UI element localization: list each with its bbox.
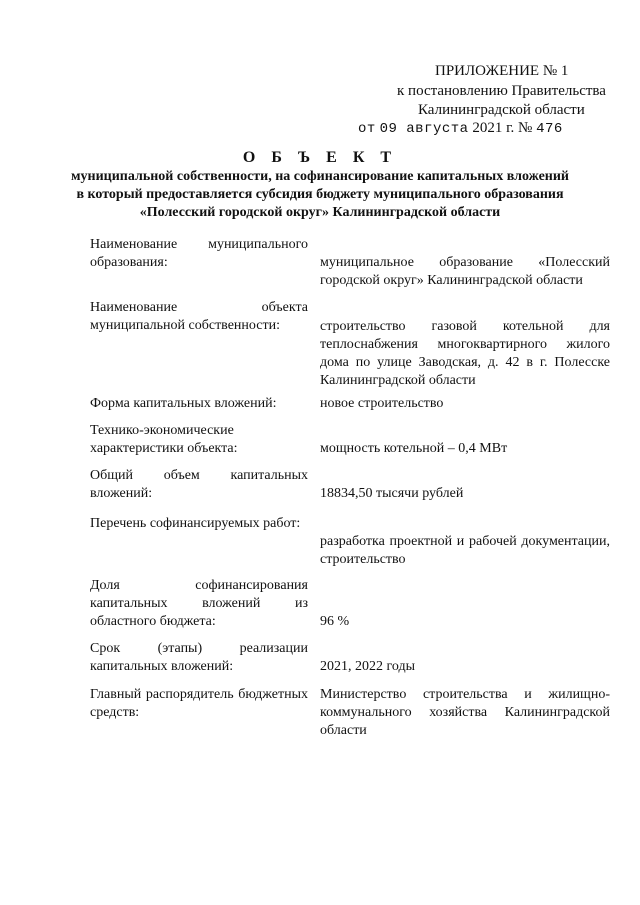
row-label: Доля софинансирования капитальных вложений из областного бюджета: [90, 578, 308, 629]
row-label: Наименование объекта муниципальной собственности: [90, 300, 308, 333]
row-label: Срок (этапы) реализации капитальных вложений: [90, 641, 308, 674]
appendix-title: ПРИЛОЖЕНИЕ № 1 [435, 63, 569, 79]
number-sign: № [518, 120, 533, 136]
row-value: Министерство строительства и жилищно-коммунального хозяйства Калининградской области [320, 687, 610, 738]
appendix-decree: к постановлению Правительства [397, 83, 606, 99]
row-value: 18834,50 тысячи рублей [320, 486, 464, 501]
row-label: Форма капитальных вложений: [90, 396, 277, 411]
date-year: 2021 г. [472, 120, 515, 136]
row-label: Общий объем капитальных вложений: [90, 468, 308, 501]
row-value: муниципальное образование «Полесский городской округ» Калининградской области [320, 255, 610, 288]
heading-title: О Б Ъ Е К Т [242, 149, 398, 166]
row-label: Технико-экономические характеристики объекта: [90, 423, 238, 456]
row-label: Перечень софинансируемых работ: [90, 516, 301, 531]
document-heading [60, 148, 580, 222]
row-value: новое строительство [320, 396, 444, 411]
heading-line-2: в который предоставляется субсидия бюджету муниципального образования [76, 187, 564, 202]
row-value: 96 % [320, 614, 350, 629]
row-value: мощность котельной – 0,4 МВт [320, 441, 508, 456]
appendix-region: Калининградской области [418, 102, 585, 118]
row-label: Наименование муниципального образования: [90, 237, 308, 270]
date-value: 09 августа [379, 121, 469, 137]
row-value: 2021, 2022 годы [320, 659, 416, 674]
row-label: Главный распорядитель бюджетных средств: [90, 687, 308, 720]
heading-line-3: «Полесский городской округ» Калининградской области [139, 205, 501, 220]
number-value: 476 [536, 121, 563, 137]
date-prefix: от [358, 121, 376, 137]
appendix-date-line [358, 119, 563, 138]
heading-line-1: муниципальной собственности, на софинансирование капитальных вложений [70, 169, 570, 184]
row-value: строительство газовой котельной для теплоснабжения многоквартирного жилого дома по улице Заводская, д. 42 в г. Полесске Калининградской области [320, 319, 610, 388]
row-value: разработка проектной и рабочей документации, строительство [320, 534, 610, 567]
